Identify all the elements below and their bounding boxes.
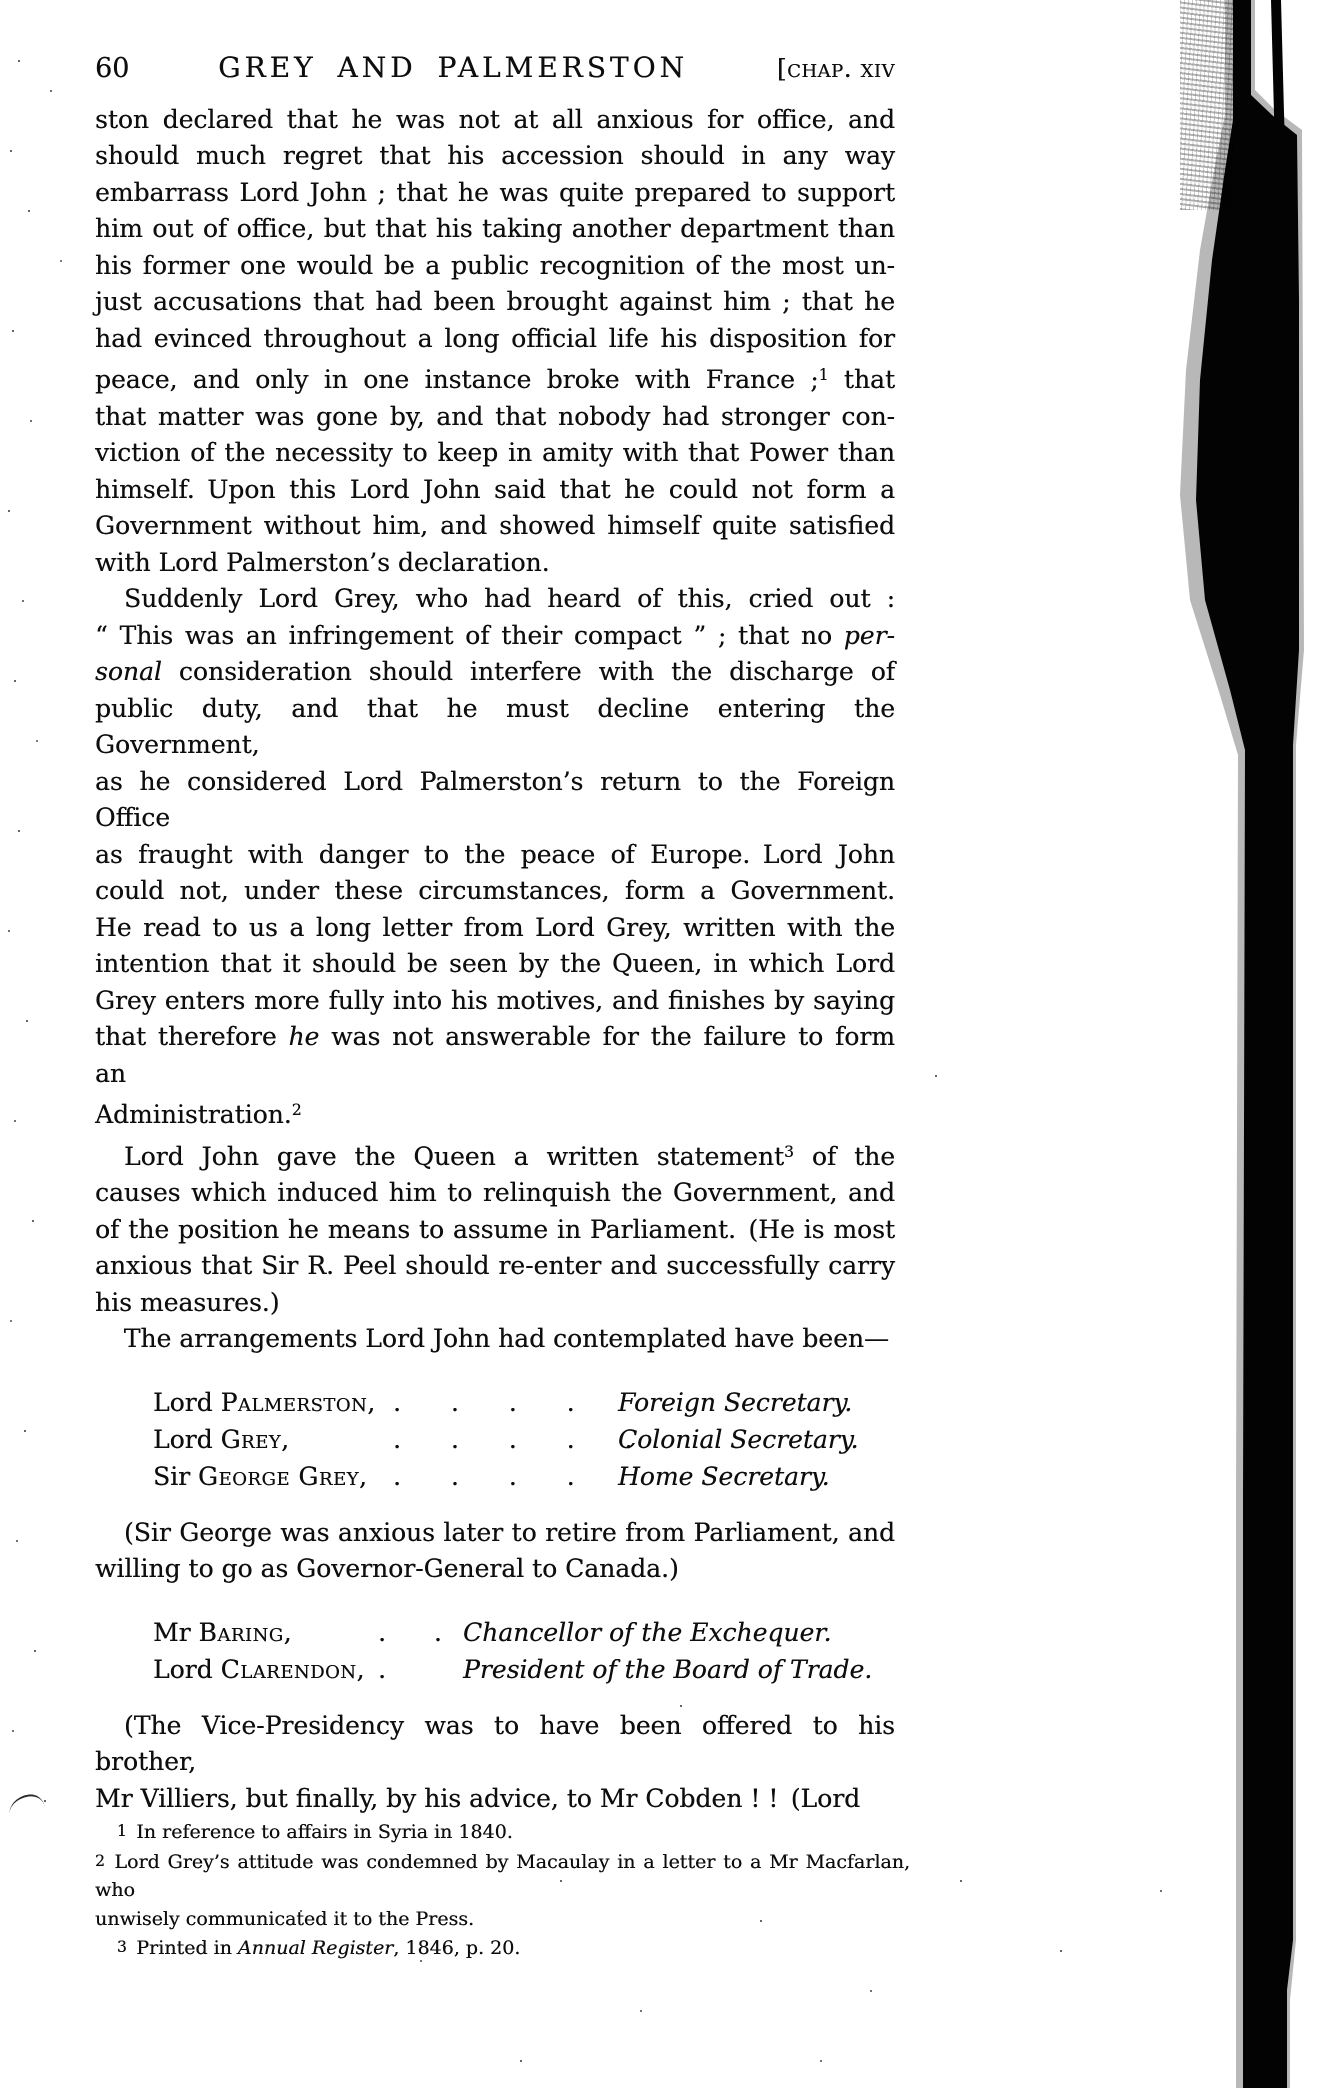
appointment-name: Mr Baring, — [153, 1617, 293, 1647]
dot-leader: . . — [378, 1617, 442, 1647]
appointment-title: Colonial Secretary. — [618, 1424, 859, 1454]
page-number: 60 — [95, 53, 130, 84]
appointment-row — [153, 1651, 895, 1688]
scan-dust-specks — [0, 0, 2, 2]
gutter-shadow-speckle — [1180, 0, 1234, 210]
appointment-name: Lord Clarendon, — [153, 1654, 365, 1684]
paragraph-4: The arrangements Lord John had contemplated have been— — [123, 1324, 889, 1353]
dot-leader: . . . . . — [393, 1424, 633, 1454]
paragraph-5: (Sir George was anxious later to retire from Parliament, and willing to go as Governor-General to Canada.) — [95, 1517, 895, 1583]
appointment-title: Chancellor of the Exchequer. — [463, 1617, 832, 1647]
dot-leader: . . . . — [393, 1387, 575, 1417]
appointment-row — [153, 1421, 895, 1458]
appointment-title: President of the Board of Trade. — [463, 1654, 873, 1684]
running-title: GREY AND PALMERSTON — [218, 51, 689, 84]
gutter-shadow-line — [1180, 0, 1318, 2088]
dot-leader: . . . . — [393, 1461, 575, 1491]
chapter-label: [chap. xiv — [776, 54, 895, 83]
appointment-title: Home Secretary. — [618, 1461, 830, 1491]
book-gutter-shadow — [1180, 0, 1318, 2088]
appointment-name: Sir George Grey, — [153, 1461, 368, 1491]
page-header — [95, 50, 895, 88]
gutter-shadow-fringe — [1180, 0, 1318, 2088]
scan-stray-mark — [7, 1792, 45, 1815]
appointment-title: Foreign Secretary. — [618, 1387, 853, 1417]
dot-leader: . — [378, 1654, 386, 1684]
appointment-name: Lord Palmerston, — [153, 1387, 376, 1417]
footnotes: 1 In reference to affairs in Syria in 1840. 2 Lord Grey’s attitude was condemned by Macaulay in a letter to a Mr Macfarlan, who unwisely communicated it to the Press. 3 Printed in Annual Register, 1846, p. 20. — [95, 1821, 910, 1959]
appointment-row — [153, 1614, 895, 1651]
paragraph-6: (The Vice-Presidency was to have been offered to his brother, Mr Villiers, but finally, by his advice, to Mr Cobden ! ! (Lord — [95, 1710, 895, 1813]
page-body — [95, 50, 910, 1963]
paragraph-2: Suddenly Lord Grey, who had heard of this, cried out : “ This was an infringement of their compact ” ; that no per- sonal consideration should interfere with the discharge of public duty, and that he must decline entering the Government, as he considered Lord Palmerston’s return to the Foreign Office as fraught with danger to the peace of Europe. Lord John could not, under these circumstances, form a Government. He read to us a long letter from Lord Grey, written with the intention that it should be seen by the Queen, in which Lord Grey enters more fully into his motives, and finishes by saying that therefore he was not answerable for the failure to form an Administration.$^2$ — [95, 584, 895, 1129]
paragraph-1: ston declared that he was not at all anxious for office, and should much regret that his accession should in any way embarrass Lord John ; that he was quite prepared to support him out of office, but that his taking another department than his former one would be a public recognition of the most un- just accusations that had been brought against him ; that he had evinced throughout a long official life his disposition for peace, and only in one instance broke with France ;$^1$ that that matter was gone by, and that nobody had stronger con- viction of the necessity to keep in amity with that Power than himself. Upon this Lord John said that he could not form a Government without him, and showed himself quite satisfied with Lord Palmerston’s declaration. — [95, 104, 895, 577]
appointment-name: Lord Grey, — [153, 1424, 290, 1454]
appointments-list-secondary — [153, 1614, 895, 1688]
appointment-row — [153, 1458, 895, 1495]
gutter-shadow-blob — [1180, 0, 1318, 2088]
appointments-list-primary — [153, 1384, 895, 1495]
paragraph-3: Lord John gave the Queen a written statement$^3$ of the causes which induced him to relinquish the Government, and of the position he means to assume in Parliament. (He is most anxious that Sir R. Peel should re-enter and successfully carry his measures.) — [95, 1141, 896, 1317]
appointment-row — [153, 1384, 895, 1421]
